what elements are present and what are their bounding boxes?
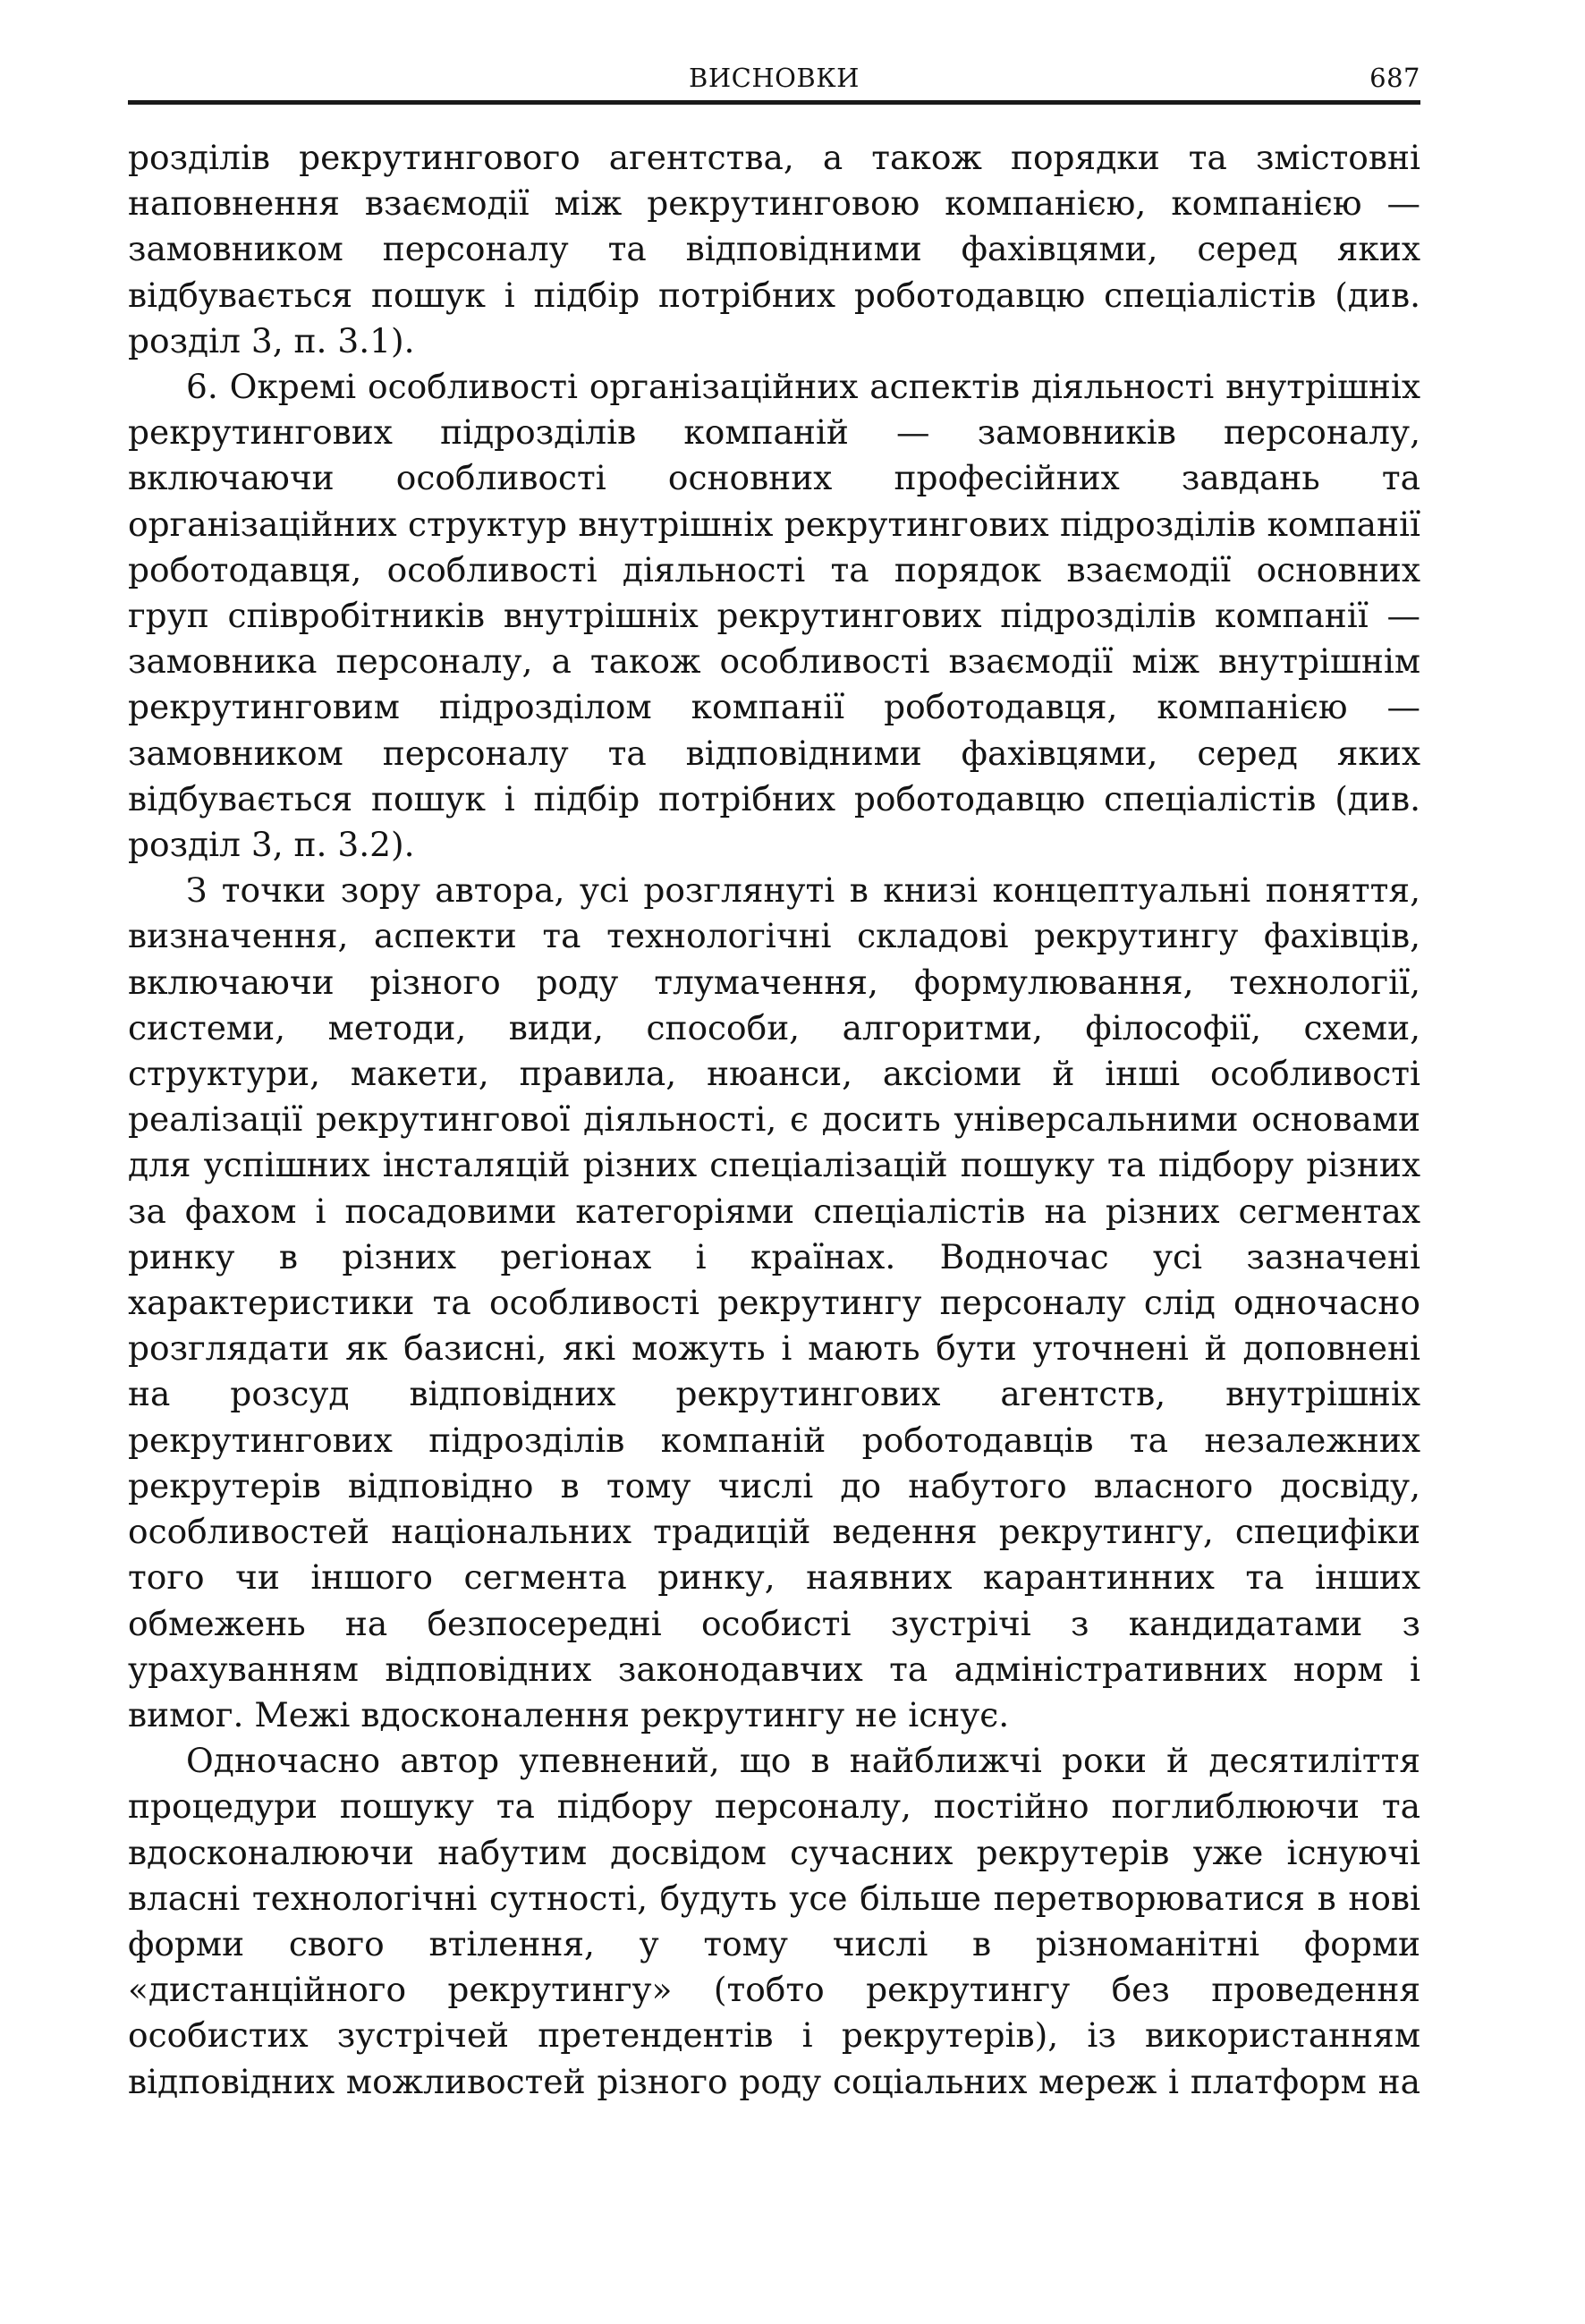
paragraph-continuation: розділів рекрутингового агентства, а також порядки та змістовні наповнення взаємодії між рекрутинговою компанією, компанією — замовником персоналу та відповідними фахівцями, серед яких відбувається пошук і підбір потрібних роботодавцю спеціалістів (див. розділ 3, п. 3.1). bbox=[128, 138, 1420, 360]
body-text bbox=[128, 135, 1420, 2105]
paragraph-item-6: 6. Окремі особливості організаційних аспектів діяльності внутрішніх рекрутингових підрозділів компаній — замовників персоналу, включаючи особливості основних професійних завдань та організаційних структур внутрішніх рекрутингових підрозділів компанії роботодавця, особливості діяльності та порядок взаємодії основних груп співробітників внутрішніх рекрутингових підрозділів компанії — замовника персоналу, а також особливості взаємодії між внутрішнім рекрутинговим підрозділом компанії роботодавця, компанією — замовником персоналу та відповідними фахівцями, серед яких відбувається пошук і підбір потрібних роботодавцю спеціалістів (див. розділ 3, п. 3.2). bbox=[128, 367, 1420, 865]
book-page bbox=[128, 55, 1420, 2105]
page-number: 687 bbox=[1369, 63, 1420, 93]
paragraph-author-view: З точки зору автора, усі розглянуті в книзі концептуальні поняття, визначення, аспекти та технологічні складові рекрутингу фахівців, включаючи різного роду тлумачення, формулювання, технології, системи, методи, види, способи, алгоритми, філософії, схеми, структури, макети, правила, нюанси, аксіоми й інші особливості реалізації рекрутингової діяльності, є досить універсальними основами для успішних інсталяцій різних спеціалізацій пошуку та підбору різних за фахом і посадовими категоріями спеціалістів на різних сегментах ринку в різних регіонах і країнах. Водночас усі зазначені характеристики та особливості рекрутингу персоналу слід одночасно розглядати як базисні, які можуть і мають бути уточнені й доповнені на розсуд відповідних рекрутингових агентств, внутрішніх рекрутингових підрозділів компаній роботодавців та незалежних рекрутерів відповідно в тому числі до набутого власного досвіду, особливостей національних традицій ведення рекрутингу, специфіки того чи іншого сегмента ринку, наявних карантинних та інших обмежень на безпосередні особисті зустрічі з кандидатами з урахуванням відповідних законодавчих та адміністративних норм і вимог. Межі вдосконалення рекрутингу не існує. bbox=[128, 870, 1420, 1735]
running-header-title: ВИСНОВКИ bbox=[689, 63, 860, 93]
running-header bbox=[128, 55, 1420, 105]
paragraph-future-outlook: Одночасно автор упевнений, що в найближчі роки й десятиліття процедури пошуку та підбору персоналу, постійно поглиблюючи та вдосконалюючи набутим досвідом сучасних рекрутерів уже існуючі власні технологічні сутності, будуть усе більше перетворюватися в нові форми свого втілення, у тому числі в різноманітні форми «дистанційного рекрутингу» (тобто рекрутингу без проведення особистих зустрічей претендентів і рекрутерів), із використанням відповідних можливостей різного роду соціальних мереж і платформ на bbox=[128, 1741, 1420, 2101]
